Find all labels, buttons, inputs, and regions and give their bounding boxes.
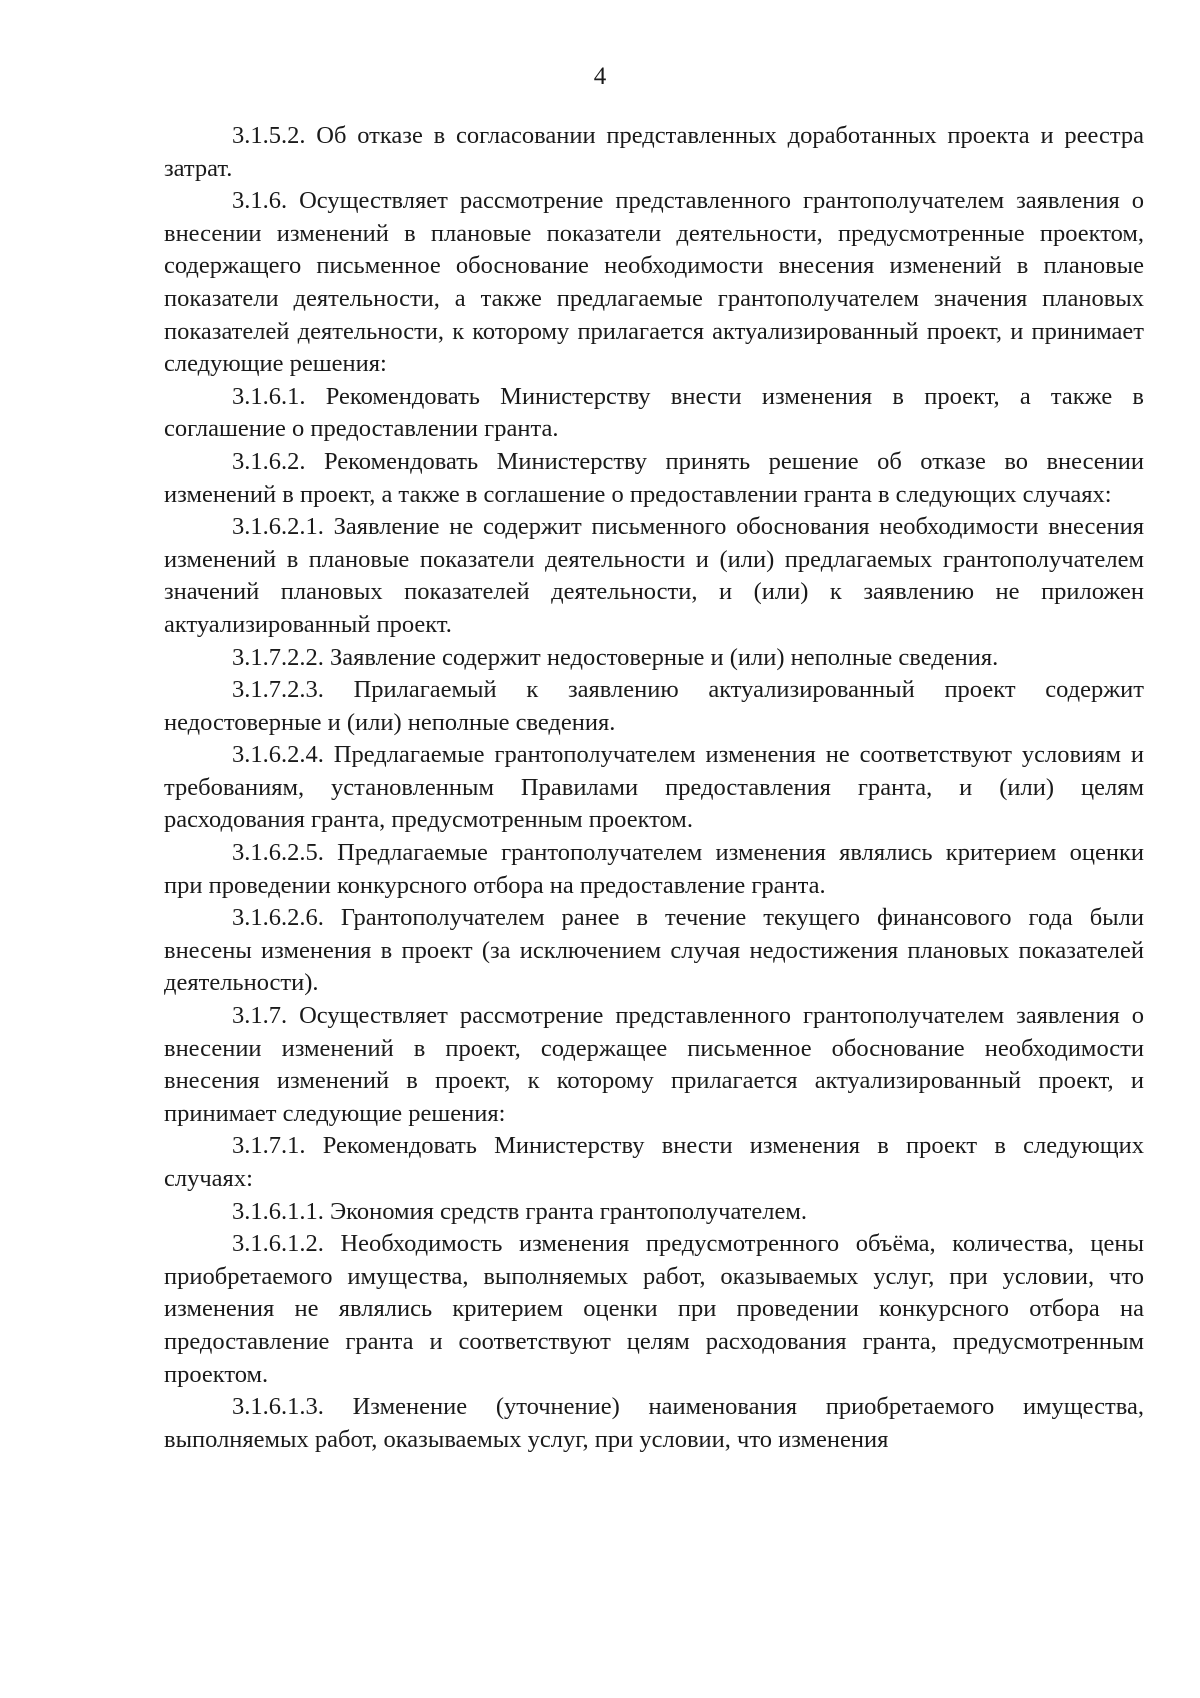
paragraph-3-1-7-2-2: 3.1.7.2.2. Заявление содержит недостоверные и (или) неполные сведения. xyxy=(232,643,999,671)
page-number: 4 xyxy=(593,63,607,90)
paragraph-3-1-6-1: 3.1.6.1. Рекомендовать Министерству внести изменения в проект, а также в соглашение о предоставлении гранта. xyxy=(164,382,1144,443)
paragraph-3-1-7-2-3: 3.1.7.2.3. Прилагаемый к заявлению актуализированный проект содержит недостоверные и (или) неполные сведения. xyxy=(164,676,1144,736)
paragraph-3-1-7-1: 3.1.7.1. Рекомендовать Министерству внести изменения в проект в следующих случаях: xyxy=(164,1132,1144,1192)
paragraph-3-1-6-1-1: 3.1.6.1.1. Экономия средств гранта грантополучателем. xyxy=(232,1197,807,1225)
paragraph-3-1-6-2-4: 3.1.6.2.4. Предлагаемые грантополучателем изменения не соответствуют условиям и требованиям, установленным Правилами предоставления гранта, и (или) целям расходования гранта, предусмотренным проектом. xyxy=(164,741,1144,834)
paragraph-3-1-6: 3.1.6. Осуществляет рассмотрение представленного грантополучателем заявления о внесении изменений в плановые показатели деятельности, предусмотренные проектом, содержащего письменное обоснование необходимости внесения изменений в плановые показатели деятельности, а также предлагаемые грантополучателем значения плановых показателей деятельности, к которому прилагается актуализированный проект, и принимает следующие решения: xyxy=(164,187,1144,378)
paragraph-3-1-6-2-1: 3.1.6.2.1. Заявление не содержит письменного обоснования необходимости внесения изменений в плановые показатели деятельности и (или) предлагаемых грантополучателем значений плановых показателей деятельности, и (или) к заявлению не приложен актуализированный проект. xyxy=(164,513,1144,638)
paragraph-3-1-6-1-3: 3.1.6.1.3. Изменение (уточнение) наименования приобретаемого имущества, выполняемых работ, оказываемых услуг, при условии, что изменения xyxy=(164,1393,1144,1453)
paragraph-3-1-7: 3.1.7. Осуществляет рассмотрение представленного грантополучателем заявления о внесении изменений в проект, содержащее письменное обоснование необходимости внесения изменений в проект, к которому прилагается актуализированный проект, и принимает следующие решения: xyxy=(164,1002,1144,1127)
paragraph-3-1-6-2-5: 3.1.6.2.5. Предлагаемые грантополучателем изменения являлись критерием оценки при проведении конкурсного отбора на предоставление гранта. xyxy=(164,839,1144,899)
paragraph-3-1-6-2-6: 3.1.6.2.6. Грантополучателем ранее в течение текущего финансового года были внесены изменения в проект (за исключением случая недостижения плановых показателей деятельности). xyxy=(164,904,1144,997)
paragraph-3-1-6-2: 3.1.6.2. Рекомендовать Министерству принять решение об отказе во внесении изменений в проект, а также в соглашение о предоставлении гранта в следующих случаях: xyxy=(164,447,1144,508)
paragraph-3-1-6-1-2: 3.1.6.1.2. Необходимость изменения предусмотренного объёма, количества, цены приобретаемого имущества, выполняемых работ, оказываемых услуг, при условии, что изменения не являлись критерием оценки при проведении конкурсного отбора на предоставление гранта и соответствуют целям расходования гранта, предусмотренным проектом. xyxy=(164,1230,1144,1388)
paragraph-3-1-5-2: 3.1.5.2. Об отказе в согласовании представленных доработанных проекта и реестра затрат. xyxy=(164,122,1144,182)
document-body xyxy=(164,120,1144,1456)
